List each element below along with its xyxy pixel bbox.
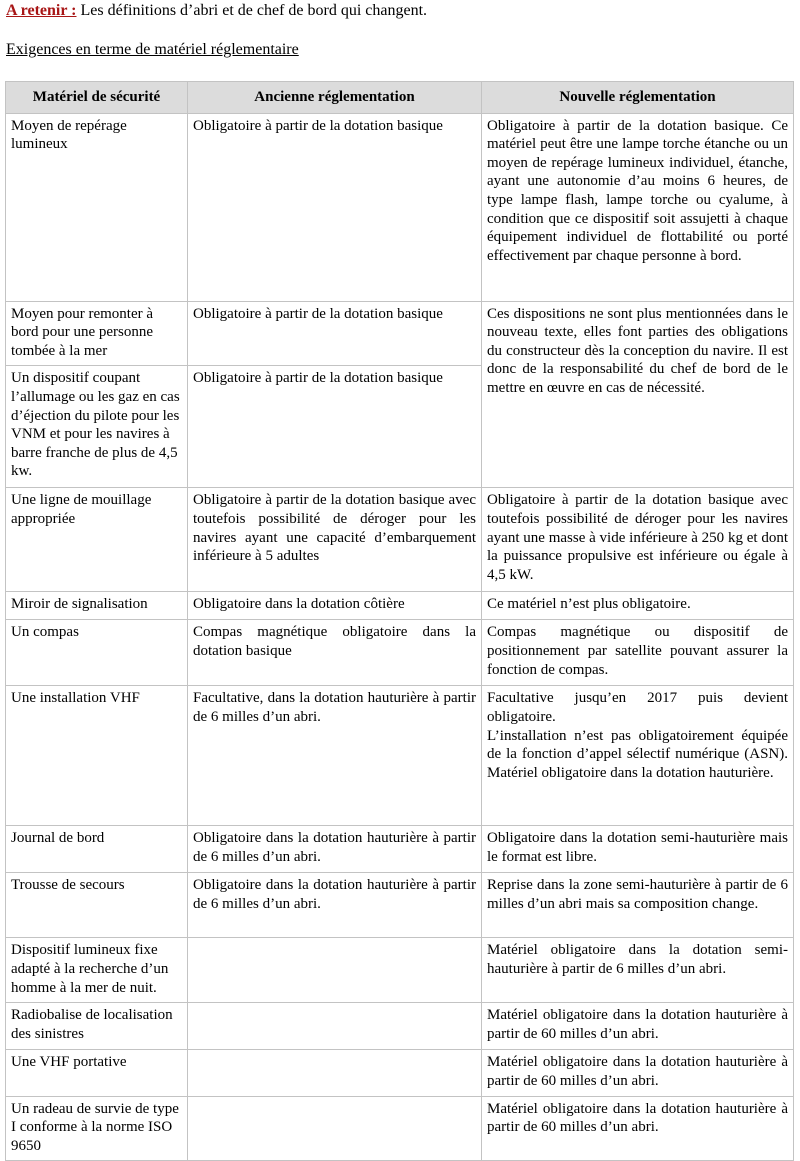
note-line [6, 1, 427, 21]
cell-old [188, 1003, 482, 1050]
cell-new: Matériel obligatoire dans la dotation hauturière à partir de 60 milles d’un abri. [482, 1003, 794, 1050]
cell-new: Matériel obligatoire dans la dotation hauturière à partir de 60 milles d’un abri. [482, 1096, 794, 1161]
cell-old [188, 1050, 482, 1096]
cell-new-line: Facultative jusqu’en 2017 puis devient obligatoire. [487, 690, 788, 725]
cell-old: Obligatoire à partir de la dotation basique [188, 366, 482, 488]
cell-item: Un radeau de survie de type I conforme à la norme ISO 9650 [6, 1096, 188, 1161]
table-row [6, 938, 794, 1003]
header-old-rules: Ancienne réglementation [188, 82, 482, 114]
note-text: Les définitions d’abri et de chef de bord qui changent. [76, 2, 428, 19]
cell-new-line: L’installation n’est pas obligatoirement équipée de la fonction d’appel sélectif numérique (ASN). [487, 727, 788, 763]
cell-item: Une installation VHF [6, 686, 188, 826]
section-title: Exigences en terme de matériel réglementaire [6, 41, 299, 58]
cell-old [188, 1096, 482, 1161]
table-row [6, 1003, 794, 1050]
cell-new-line: Matériel obligatoire dans la dotation hauturière. [487, 764, 774, 781]
equipment-table [5, 81, 794, 1161]
cell-item: Dispositif lumineux fixe adapté à la recherche d’un homme à la mer de nuit. [6, 938, 188, 1003]
cell-item: Journal de bord [6, 826, 188, 873]
table-row [6, 301, 794, 366]
cell-item: Une VHF portative [6, 1050, 188, 1096]
cell-new: Obligatoire à partir de la dotation basique avec toutefois possibilité de déroger pour les navires ayant une masse à vide inférieure à 250 kg et dont la puissance propulsive est inférieure ou égale à 4,5 kW. [482, 488, 794, 592]
cell-new: Obligatoire dans la dotation semi-hauturière mais le format est libre. [482, 826, 794, 873]
cell-new: Reprise dans la zone semi-hauturière à partir de 6 milles d’un abri mais sa composition change. [482, 873, 794, 938]
cell-item: Un dispositif coupant l’allumage ou les gaz en cas d’éjection du pilote pour les VNM et pour les navires à barre franche de plus de 4,5 kw. [6, 366, 188, 488]
note-key: A retenir : [6, 2, 77, 19]
cell-new: Obligatoire à partir de la dotation basique. Ce matériel peut être une lampe torche étanche ou un moyen de repérage lumineux individuel, étanche, ayant une autonomie d’au moins 6 heures, de type lampe flash, lampe torche ou cyalume, à condition que ce dispositif soit assujetti à chaque équipement individuel de flottabilité ou porté effectivement par chaque personne à bord. [482, 113, 794, 301]
table-row [6, 1096, 794, 1161]
cell-item: Une ligne de mouillage appropriée [6, 488, 188, 592]
cell-old: Obligatoire à partir de la dotation basique avec toutefois possibilité de déroger pour les navires ayant une capacité d’embarquement inférieure à 5 adultes [188, 488, 482, 592]
cell-old: Obligatoire dans la dotation côtière [188, 592, 482, 620]
cell-old: Compas magnétique obligatoire dans la dotation basique [188, 620, 482, 686]
table-row [6, 620, 794, 686]
table-row [6, 592, 794, 620]
cell-old: Obligatoire dans la dotation hauturière à partir de 6 milles d’un abri. [188, 826, 482, 873]
cell-new: Ces dispositions ne sont plus mentionnées dans le nouveau texte, elles font parties des obligations du constructeur dès la conception du navire. Il est donc de la responsabilité du chef de bord de le mettre en œuvre en cas de nécessité. [482, 301, 794, 488]
table-row [6, 873, 794, 938]
cell-old: Obligatoire à partir de la dotation basique [188, 113, 482, 301]
cell-new: Matériel obligatoire dans la dotation semi-hauturière à partir de 6 milles d’un abri. [482, 938, 794, 1003]
cell-old [188, 938, 482, 1003]
table-row [6, 686, 794, 826]
cell-item: Moyen de repérage lumineux [6, 113, 188, 301]
cell-new: Compas magnétique ou dispositif de positionnement par satellite pouvant assurer la fonction de compas. [482, 620, 794, 686]
cell-old: Obligatoire à partir de la dotation basique [188, 301, 482, 366]
table-row [6, 1050, 794, 1096]
cell-old: Facultative, dans la dotation hauturière à partir de 6 milles d’un abri. [188, 686, 482, 826]
cell-item: Moyen pour remonter à bord pour une personne tombée à la mer [6, 301, 188, 366]
cell-item: Miroir de signalisation [6, 592, 188, 620]
table-header-row [6, 82, 794, 114]
cell-old: Obligatoire dans la dotation hauturière à partir de 6 milles d’un abri. [188, 873, 482, 938]
table-row [6, 826, 794, 873]
header-equipment: Matériel de sécurité [6, 82, 188, 114]
cell-item: Un compas [6, 620, 188, 686]
cell-new: Ce matériel n’est plus obligatoire. [482, 592, 794, 620]
cell-item: Trousse de secours [6, 873, 188, 938]
header-new-rules: Nouvelle réglementation [482, 82, 794, 114]
table-row [6, 113, 794, 301]
cell-new-multi [482, 686, 794, 826]
table-row [6, 488, 794, 592]
cell-new: Matériel obligatoire dans la dotation hauturière à partir de 60 milles d’un abri. [482, 1050, 794, 1096]
cell-item: Radiobalise de localisation des sinistres [6, 1003, 188, 1050]
